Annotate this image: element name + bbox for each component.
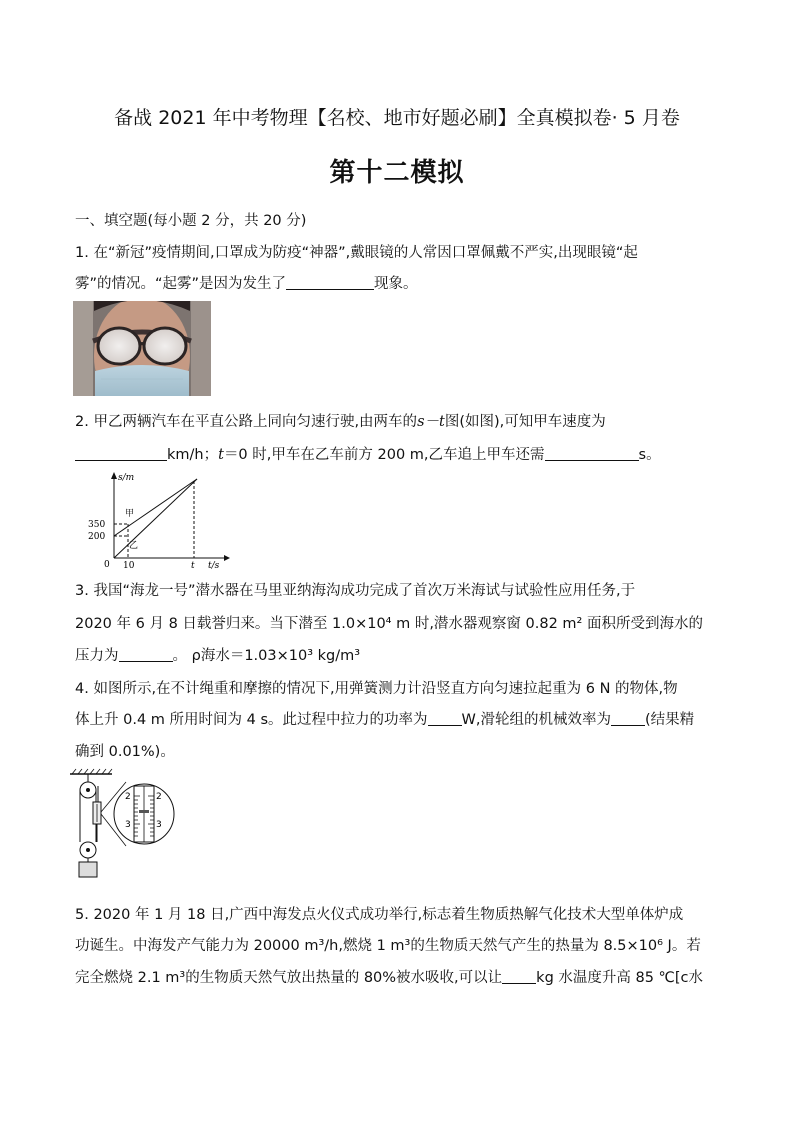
load-block xyxy=(79,862,97,877)
q3-line3-text-b: 。 ρ海水＝1.03×10³ kg/m³ xyxy=(172,648,361,664)
q4-line2-text-c: (结果精 xyxy=(644,712,695,728)
label-yi: 乙 xyxy=(129,541,139,551)
scale-2-right: 2 xyxy=(156,792,162,802)
y-axis-label: s/m xyxy=(118,473,135,483)
q4-line2-text-a: 体上升 0.4 m 所用时间为 4 s。此过程中拉力的功率为 xyxy=(75,712,428,728)
q1-line2-text-a: 雾”的情况。“起雾”是因为发生了 xyxy=(75,276,287,292)
q2-line1-text-a: 2. 甲乙两辆汽车在平直公路上同向匀速行驶,由两车的 xyxy=(75,414,418,430)
st-graph xyxy=(84,470,234,570)
pulley-diagram xyxy=(68,768,178,880)
q2-t-variable: t xyxy=(218,447,224,463)
q4-efficiency-blank[interactable] xyxy=(611,711,645,726)
q3-line2: 2020 年 6 月 8 日载誉归来。当下潜至 1.0×10⁴ m 时,潜水器观察窗 0.82 m² 面积所受到海水的 xyxy=(75,616,703,632)
q4-power-blank[interactable] xyxy=(428,711,462,726)
x-axis-arrow xyxy=(224,555,230,561)
q4-line1: 4. 如图所示,在不计绳重和摩擦的情况下,用弹簧测力计沿竖直方向匀速拉起重为 6 N 的物体,物 xyxy=(75,681,678,697)
q5-line2: 功诞生。中海发产气能力为 20000 m³/h,燃烧 1 m³的生物质天然气产生的热量为 8.5×10⁶ J。若 xyxy=(75,938,701,954)
scale-3-left: 3 xyxy=(125,820,131,830)
line-jia xyxy=(114,479,197,536)
tick-350: 350 xyxy=(88,520,106,530)
tick-origin: 0 xyxy=(104,560,110,570)
q4-line3: 确到 0.01%)。 xyxy=(75,744,175,760)
q4-line2 xyxy=(75,708,694,729)
q3-line1: 3. 我国“海龙一号”潜水器在马里亚纳海沟成功完成了首次万米海试与试验性应用任务,于 xyxy=(75,583,636,599)
q5-mass-blank[interactable] xyxy=(502,969,536,984)
y-axis-arrow xyxy=(111,472,117,479)
q3-line3-text-a: 压力为 xyxy=(75,648,119,664)
q3-pressure-blank[interactable] xyxy=(119,647,173,662)
q2-st-variable: s－t xyxy=(417,414,445,430)
q2-line2-text-c: s。 xyxy=(638,447,661,463)
q1-line2-text-b: 现象。 xyxy=(374,276,418,292)
q2-speed-blank[interactable] xyxy=(75,446,167,461)
fogged-glasses-photo xyxy=(73,301,211,396)
page-title: 第十二模拟 xyxy=(329,158,465,188)
q5-line1: 5. 2020 年 1 月 18 日,广西中海发点火仪式成功举行,标志着生物质热解气化技术大型单体炉成 xyxy=(75,907,684,923)
scale-2-left: 2 xyxy=(125,792,131,802)
exam-header-title: 备战 2021 年中考物理【名校、地市好题必刷】全真模拟卷· 5 月卷 xyxy=(114,107,680,129)
q1-line2 xyxy=(75,272,418,293)
scale-3-right: 3 xyxy=(156,820,162,830)
label-jia: 甲 xyxy=(125,509,135,519)
section-heading: 一、填空题(每小题 2 分，共 20 分) xyxy=(75,213,307,229)
q2-line2-text-b: ＝0 时,甲车在乙车前方 200 m,乙车追上甲车还需 xyxy=(223,447,545,463)
q5-line3-text-a: 完全燃烧 2.1 m³的生物质天然气放出热量的 80%被水吸收,可以让 xyxy=(75,970,503,986)
q2-line1-text-b: 图(如图),可知甲车速度为 xyxy=(444,414,606,430)
q2-time-blank[interactable] xyxy=(545,446,639,461)
q4-line2-text-b: W,滑轮组的机械效率为 xyxy=(461,712,611,728)
q2-line1 xyxy=(75,410,606,431)
q3-line3 xyxy=(75,644,360,665)
q1-answer-blank[interactable] xyxy=(286,275,374,290)
tick-t: t xyxy=(191,561,195,570)
q5-line3 xyxy=(75,966,703,987)
tick-200: 200 xyxy=(88,532,106,542)
tick-10: 10 xyxy=(123,561,135,570)
q2-line2-text-a: km/h； xyxy=(167,447,219,463)
x-axis-label: t/s xyxy=(208,561,220,570)
q1-line1: 1. 在“新冠”疫情期间,口罩成为防疫“神器”,戴眼镜的人常因口罩佩戴不严实,出现眼镜“起 xyxy=(75,245,638,261)
q2-line2 xyxy=(75,443,661,464)
q5-line3-text-b: kg 水温度升高 85 ℃[c水 xyxy=(536,970,703,986)
